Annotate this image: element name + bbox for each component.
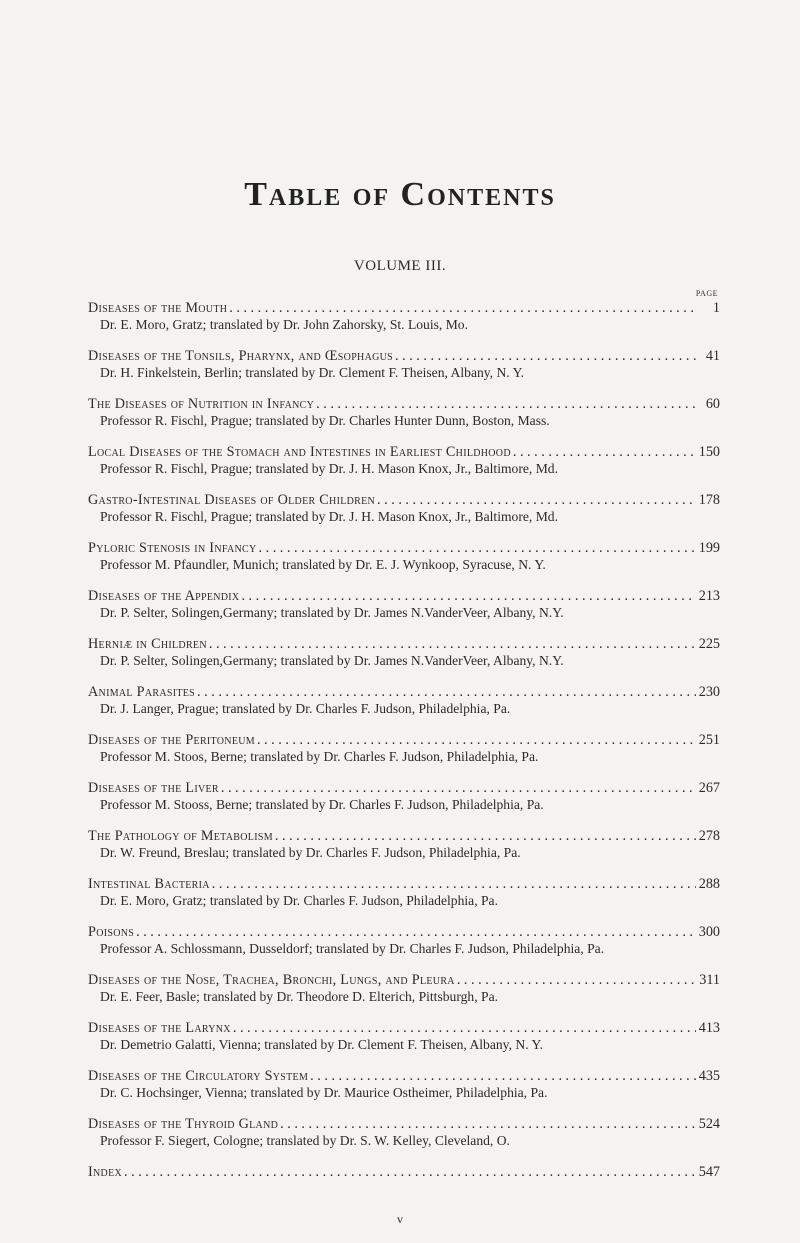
dot-leader: [377, 491, 696, 509]
toc-entry-title: Pyloric Stenosis in Infancy: [88, 540, 257, 556]
toc-entry-author: Professor M. Pfaundler, Munich; translated by Dr. E. J. Wynkoop, Syracuse, N. Y.: [100, 557, 546, 572]
toc-entry-title: Diseases of the Tonsils, Pharynx, and Œsophagus: [88, 348, 393, 364]
dot-leader: [395, 347, 696, 365]
toc-entry: [88, 299, 720, 333]
toc-entry-author: Dr. C. Hochsinger, Vienna; translated by Dr. Maurice Ostheimer, Philadelphia, Pa.: [100, 1085, 548, 1100]
toc-entry-line: [88, 635, 720, 653]
toc-entry-title: Diseases of the Larynx: [88, 1020, 231, 1036]
toc-entry-author: Dr. P. Selter, Solingen,Germany; translated by Dr. James N.VanderVeer, Albany, N.Y.: [100, 605, 564, 620]
dot-leader: [233, 1019, 696, 1037]
toc-entry-line: [88, 827, 720, 845]
toc-entry-line: [88, 683, 720, 701]
toc-entry-page: 225: [698, 636, 720, 652]
toc-entry-title: Diseases of the Nose, Trachea, Bronchi, Lungs, and Pleura: [88, 972, 455, 988]
toc-entry: [88, 1067, 720, 1101]
toc-entry-title: The Pathology of Metabolism: [88, 828, 273, 844]
toc-entry: [88, 683, 720, 717]
toc-entry-title: Intestinal Bacteria: [88, 876, 210, 892]
toc-list: [88, 299, 720, 1181]
toc-entry-author: Professor A. Schlossmann, Dusseldorf; translated by Dr. Charles F. Judson, Philadelphia, Pa.: [100, 941, 605, 956]
toc-entry-line: [88, 875, 720, 893]
dot-leader: [124, 1163, 696, 1181]
toc-entry-author: Professor F. Siegert, Cologne; translated by Dr. S. W. Kelley, Cleveland, O.: [100, 1133, 510, 1148]
toc-entry-line: [88, 971, 720, 989]
toc-entry-page: 60: [705, 396, 720, 412]
toc-entry-author: Dr. P. Selter, Solingen,Germany; translated by Dr. James N.VanderVeer, Albany, N.Y.: [100, 653, 564, 668]
toc-entry-author: Professor R. Fischl, Prague; translated by Dr. J. H. Mason Knox, Jr., Baltimore, Md.: [100, 461, 558, 476]
dot-leader: [275, 827, 696, 845]
toc-entry-title: Index: [88, 1164, 122, 1180]
toc-entry-title: The Diseases of Nutrition in Infancy: [88, 396, 315, 412]
toc-entry: [88, 491, 720, 525]
toc-entry-page: 311: [699, 972, 720, 988]
dot-leader: [316, 395, 696, 413]
toc-entry-title: Diseases of the Mouth: [88, 300, 228, 316]
toc-entry-line: [88, 587, 720, 605]
toc-entry-page: 278: [698, 828, 720, 844]
toc-entry-author: Professor R. Fischl, Prague; translated by Dr. Charles Hunter Dunn, Boston, Mass.: [100, 413, 550, 428]
toc-entry-page: 547: [698, 1164, 720, 1180]
toc-entry-line: [88, 1067, 720, 1085]
toc-entry: [88, 1019, 720, 1053]
toc-entry-page: 213: [698, 588, 720, 604]
dot-leader: [513, 443, 696, 461]
toc-entry-author: Dr. H. Finkelstein, Berlin; translated by Dr. Clement F. Theisen, Albany, N. Y.: [100, 365, 525, 380]
volume-label: VOLUME III.: [353, 258, 447, 274]
dot-leader: [209, 635, 696, 653]
page-column-label: PAGE: [695, 289, 718, 298]
toc-entry-title: Diseases of the Thyroid Gland: [88, 1116, 279, 1132]
toc-entry-line: [88, 395, 720, 413]
toc-entry-line: [88, 779, 720, 797]
dot-leader: [457, 971, 696, 989]
toc-entry-title: Herniæ in Children: [88, 636, 207, 652]
toc-entry-line: [88, 491, 720, 509]
dot-leader: [212, 875, 696, 893]
toc-entry-line: [88, 299, 720, 317]
toc-entry-page: 300: [698, 924, 720, 940]
toc-entry-title: Diseases of the Appendix: [88, 588, 240, 604]
toc-entry-page: 1: [712, 300, 720, 316]
toc-entry-line: [88, 347, 720, 365]
toc-entry-title: Diseases of the Circulatory System: [88, 1068, 309, 1084]
toc-entry-line: [88, 923, 720, 941]
toc-entry-line: [88, 539, 720, 557]
toc-entry-author: Dr. J. Langer, Prague; translated by Dr. Charles F. Judson, Philadelphia, Pa.: [100, 701, 511, 716]
toc-entry-page: 150: [698, 444, 720, 460]
toc-entry-title: Diseases of the Liver: [88, 780, 219, 796]
toc-entry: [88, 731, 720, 765]
toc-entry: [88, 539, 720, 573]
toc-entry: [88, 395, 720, 429]
dot-leader: [197, 683, 696, 701]
toc-entry: [88, 635, 720, 669]
toc-entry-page: 178: [698, 492, 720, 508]
toc-entry-author: Professor M. Stooss, Berne; translated by Dr. Charles F. Judson, Philadelphia, Pa.: [100, 797, 544, 812]
dot-leader: [136, 923, 696, 941]
toc-entry-page: 251: [698, 732, 720, 748]
toc-entry: [88, 443, 720, 477]
toc-entry-page: 267: [698, 780, 720, 796]
toc-entry-author: Dr. E. Moro, Gratz; translated by Dr. John Zahorsky, St. Louis, Mo.: [100, 317, 468, 332]
toc-entry: [88, 779, 720, 813]
dot-leader: [257, 731, 696, 749]
toc-entry-page: 435: [698, 1068, 720, 1084]
toc-entry-author: Professor M. Stoos, Berne; translated by Dr. Charles F. Judson, Philadelphia, Pa.: [100, 749, 539, 764]
dot-leader: [229, 299, 696, 317]
toc-entry-page: 230: [698, 684, 720, 700]
page-title: Table of Contents: [244, 176, 556, 213]
toc-entry: [88, 971, 720, 1005]
toc-entry: [88, 587, 720, 621]
dot-leader: [259, 539, 696, 557]
toc-entry: [88, 1163, 720, 1181]
page-number: v: [397, 1212, 403, 1226]
toc-entry-line: [88, 1019, 720, 1037]
toc-entry-page: 288: [698, 876, 720, 892]
dot-leader: [221, 779, 696, 797]
toc-entry-page: 524: [698, 1116, 720, 1132]
toc-entry-title: Diseases of the Peritoneum: [88, 732, 255, 748]
toc-entry-author: Dr. E. Moro, Gratz; translated by Dr. Charles F. Judson, Philadelphia, Pa.: [100, 893, 498, 908]
toc-entry-line: [88, 1115, 720, 1133]
toc-entry-line: [88, 1163, 720, 1181]
toc-entry-title: Animal Parasites: [88, 684, 196, 700]
toc-entry-title: Local Diseases of the Stomach and Intestines in Earliest Childhood: [88, 444, 511, 460]
toc-entry: [88, 1115, 720, 1149]
toc-entry-author: Dr. E. Feer, Basle; translated by Dr. Theodore D. Elterich, Pittsburgh, Pa.: [100, 989, 499, 1004]
toc-entry-page: 413: [698, 1020, 720, 1036]
toc-entry: [88, 827, 720, 861]
toc-entry: [88, 923, 720, 957]
toc-entry-page: 199: [698, 540, 720, 556]
toc-entry-author: Dr. Demetrio Galatti, Vienna; translated by Dr. Clement F. Theisen, Albany, N. Y.: [100, 1037, 543, 1052]
dot-leader: [310, 1067, 696, 1085]
toc-entry-line: [88, 731, 720, 749]
toc-entry-title: Poisons: [88, 924, 135, 940]
dot-leader: [241, 587, 696, 605]
toc-entry-line: [88, 443, 720, 461]
toc-entry-author: Dr. W. Freund, Breslau; translated by Dr. Charles F. Judson, Philadelphia, Pa.: [100, 845, 521, 860]
toc-entry-page: 41: [705, 348, 720, 364]
toc-entry: [88, 347, 720, 381]
toc-entry: [88, 875, 720, 909]
dot-leader: [280, 1115, 696, 1133]
toc-entry-author: Professor R. Fischl, Prague; translated by Dr. J. H. Mason Knox, Jr., Baltimore, Md.: [100, 509, 558, 524]
toc-entry-title: Gastro-Intestinal Diseases of Older Children: [88, 492, 376, 508]
